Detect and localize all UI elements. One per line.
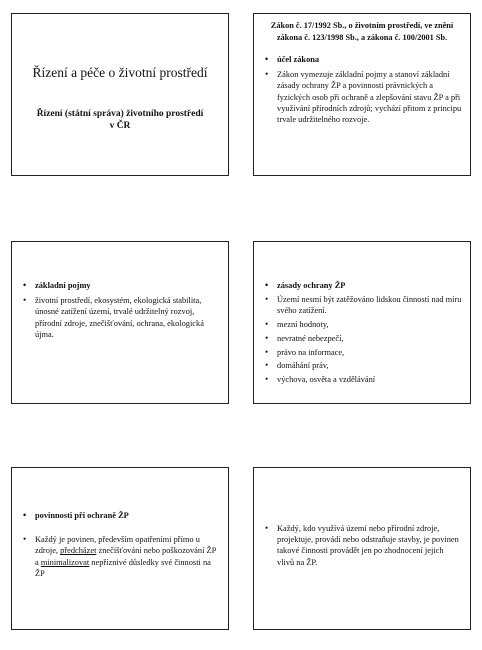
duties-text [20, 534, 220, 579]
principles-bullet-list [262, 280, 464, 388]
principles-item: • Území nesmí být zatěžováno lidskou činností nad míru svého zatížení. [262, 294, 464, 316]
principles-item: • právo na informace, [262, 347, 464, 358]
slide-law [253, 13, 471, 176]
slide-users [253, 467, 471, 630]
law-text: • Zákon vymezuje základní pojmy a stanoví základní zásady ochrany ŽP a povinnosti právnických a fyzických osob při ochraně a zlepšování stavu ŽP a při využívání přírodních zdrojů; vychází přitom z principu trvale udržitelného rozvoje. [262, 69, 462, 125]
duties-bullet-list [20, 510, 220, 580]
duties-text-part: znečišťování nebo poškozování ŽP a [35, 546, 216, 567]
duties-text-part: Každý je povinen, především opatřeními přímo u zdroje, [35, 535, 200, 556]
principles-item: • výchova, osvěta a vzdělávání [262, 374, 464, 385]
duties-heading: • povinnosti při ochraně ŽP [20, 510, 220, 521]
principles-heading: • zásady ochrany ŽP [262, 280, 464, 291]
duties-text-part: nepříznivé důsledky své činnosti na ŽP [35, 557, 211, 578]
principles-item: • mezní hodnoty, [262, 319, 464, 330]
principles-item: • domáhání práv, [262, 360, 464, 371]
slide-principles [253, 241, 471, 404]
users-text: • Každý, kdo využívá území nebo přírodní zdroje, projektuje, provádí nebo odstraňuje stavby, je povinen takové činnosti provádět jen po zhodnocení jejich vlivů na ŽP. [262, 523, 462, 568]
law-heading: • účel zákona [262, 54, 462, 65]
presentation-title: Řízení a péče o životní prostředí [32, 65, 208, 80]
law-bullet-list [262, 54, 462, 126]
presentation-subtitle: Řízení (státní správa) životního prostředí v ČR [36, 109, 204, 131]
principles-item: • nevratné nebezpečí, [262, 333, 464, 344]
slide-concepts [11, 241, 229, 404]
concepts-heading: • základní pojmy [20, 280, 218, 291]
slide-duties [11, 467, 229, 630]
slide-title [11, 13, 229, 176]
law-header: Zákon č. 17/1992 Sb., o životním prostředí, ve znění zákona č. 123/1998 Sb., a zákona č. 100/2001 Sb. [270, 21, 454, 42]
concepts-bullet-list [20, 280, 218, 341]
concepts-text: • životní prostředí, ekosystém, ekologická stabilita, únosné zatížení území, trvalé udržitelný rozvoj, přírodní zdroje, znečišťování, ochrana, ekologická újma. [20, 295, 218, 340]
users-bullet-list [262, 523, 462, 569]
duties-underlined-prevent: předcházet [60, 546, 97, 556]
duties-underlined-minimize: minimalizovat [40, 557, 90, 567]
